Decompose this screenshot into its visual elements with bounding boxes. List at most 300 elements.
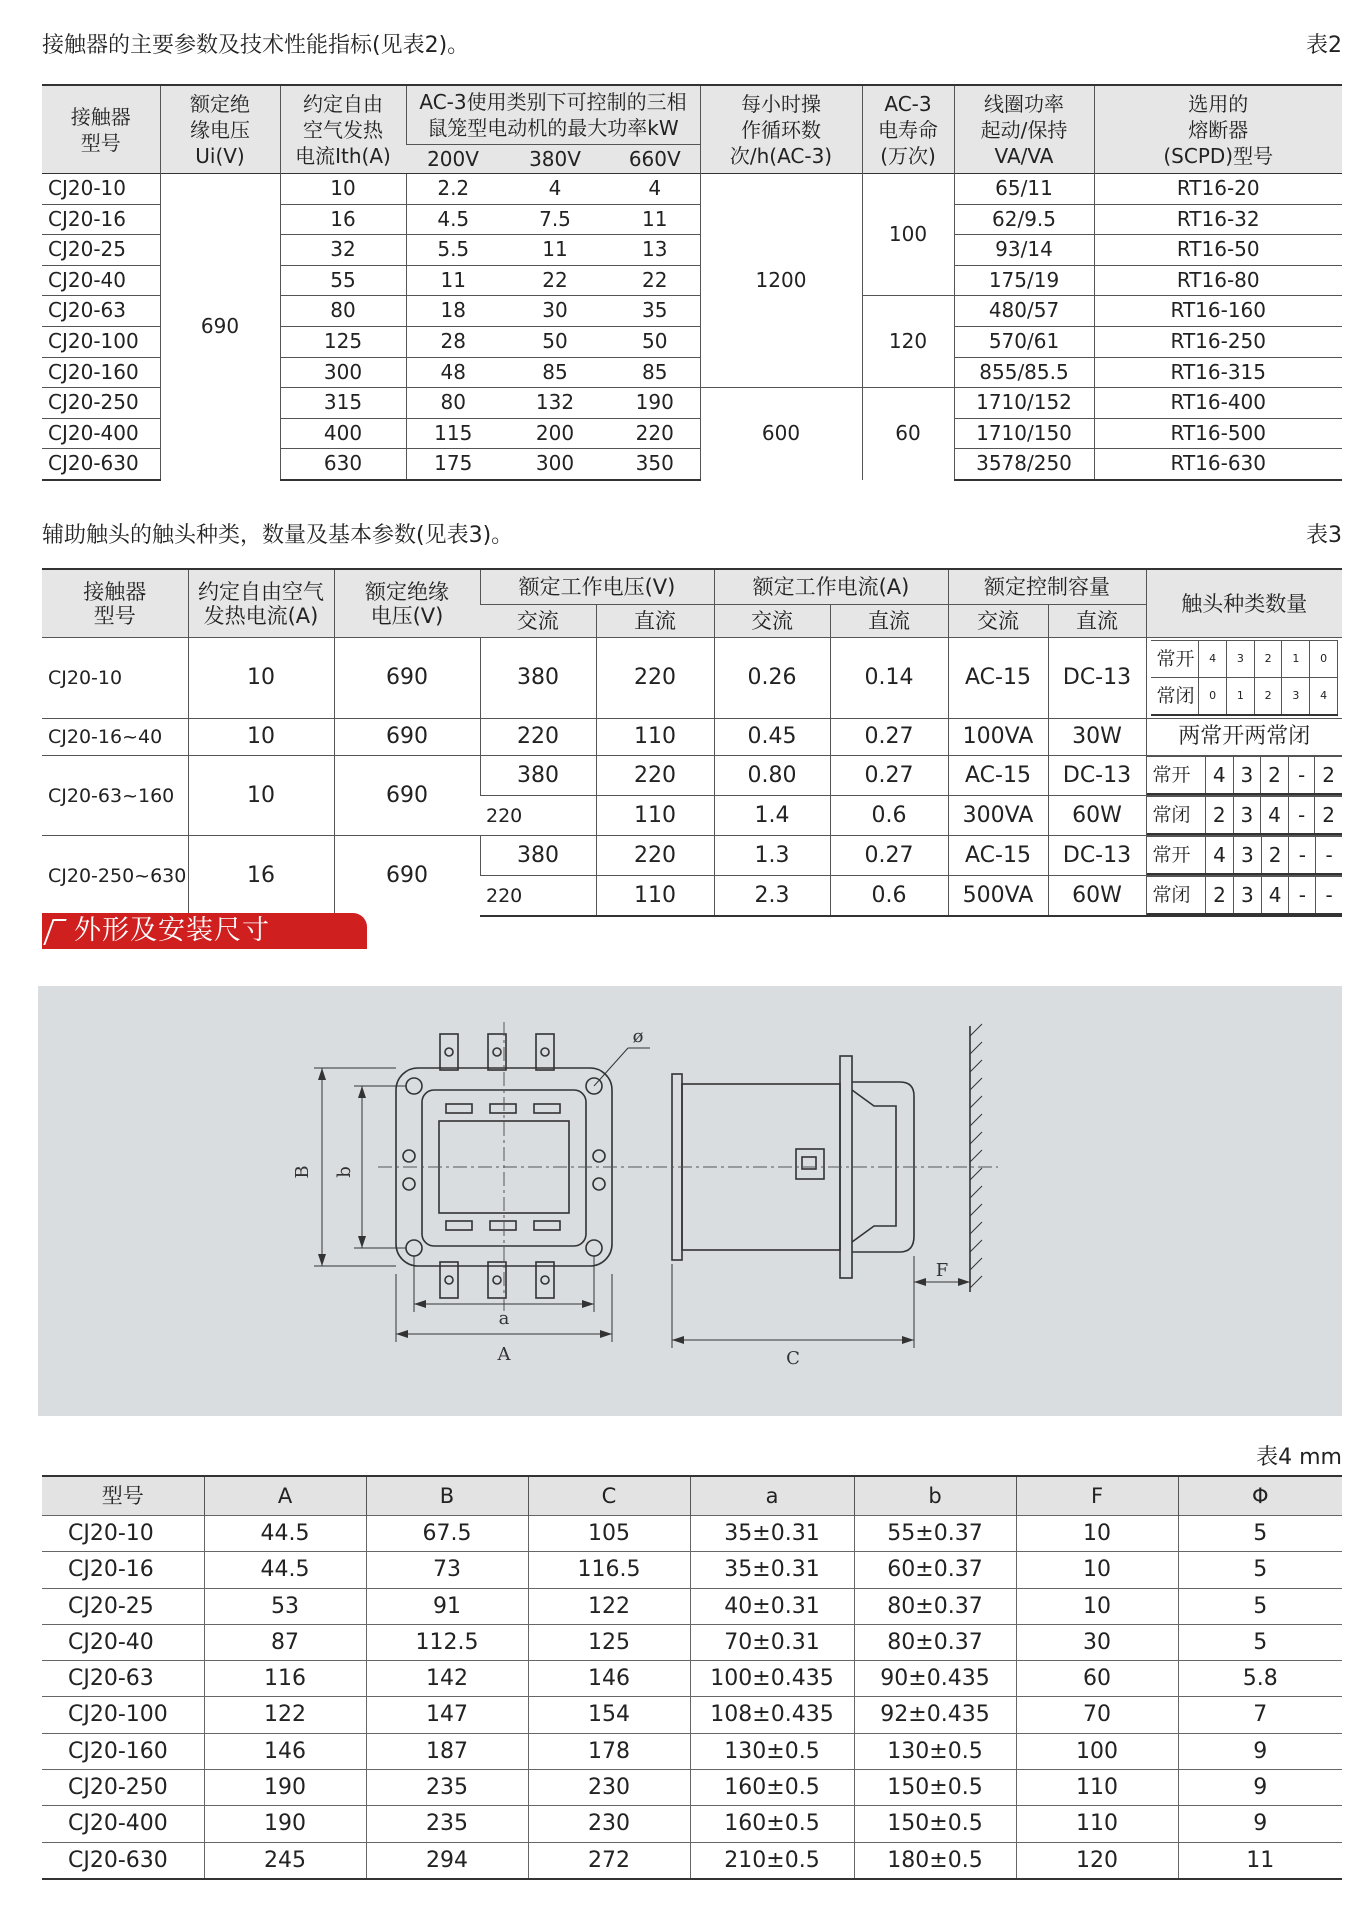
table-cell: CJ20-400 — [42, 418, 160, 449]
t2-ui-value: 690 — [160, 174, 280, 480]
side-coil-tab — [796, 1149, 824, 1179]
table-cell: RT16-50 — [1094, 235, 1342, 266]
table-cell: 220 — [596, 638, 714, 719]
t2-header-200v: 200V — [406, 145, 500, 174]
table-cell: 4 — [1199, 641, 1227, 678]
contact-counts — [1146, 876, 1342, 917]
t3-header-voltage: 额定工作电压(V) — [480, 569, 714, 605]
section-header — [42, 913, 367, 949]
t3-header-i-dc: 直流 — [830, 605, 948, 638]
table-cell: 110 — [596, 719, 714, 756]
table-cell: 1710/150 — [954, 418, 1094, 449]
table-cell: 62/9.5 — [954, 204, 1094, 235]
table-cell: 200 — [500, 418, 610, 449]
t3-header-v-ac: 交流 — [480, 605, 596, 638]
contact-counts — [1146, 836, 1342, 876]
table-cell: 690 — [334, 756, 480, 836]
table-cell: 30 — [500, 296, 610, 327]
t2-header-660v: 660V — [610, 145, 700, 174]
table-cell: 13 — [610, 235, 700, 266]
table-cell: CJ20-16 — [42, 1552, 204, 1588]
table-cell: 40±0.31 — [690, 1588, 854, 1624]
table-cell: 16 — [280, 204, 406, 235]
table-cell: 120 — [1016, 1842, 1178, 1879]
table-cell: 2 — [1315, 797, 1342, 835]
table-cell: 常开 — [1147, 757, 1206, 795]
table-cell: 55±0.37 — [854, 1516, 1016, 1552]
table-cell: 150±0.5 — [854, 1806, 1016, 1842]
table-cell: 85 — [500, 357, 610, 388]
table-cell: 0.26 — [714, 638, 830, 719]
table-cell: 48 — [406, 357, 500, 388]
t2-header-power: AC-3使用类别下可控制的三相 鼠笼型电动机的最大功率kW — [406, 85, 700, 145]
dim-label-phi: ø — [632, 1026, 644, 1047]
section-title: 外形及安装尺寸 — [74, 915, 270, 946]
table-cell: RT16-160 — [1094, 296, 1342, 327]
table-cell: 142 — [366, 1661, 528, 1697]
table-cell: - — [1289, 837, 1316, 875]
t2-header-model: 接触器 型号 — [42, 85, 160, 174]
table-cell: 570/61 — [954, 326, 1094, 357]
table-cell: 230 — [528, 1770, 690, 1806]
table-cell: 9 — [1178, 1733, 1342, 1769]
table-cell: 3 — [1282, 678, 1310, 716]
table-cell: 92±0.435 — [854, 1697, 1016, 1733]
table-cell: 272 — [528, 1842, 690, 1879]
table-cell: 220 — [610, 418, 700, 449]
table-cell: 112.5 — [366, 1624, 528, 1660]
table-cell: 3 — [1233, 797, 1261, 835]
table-cell: 常闭 — [1147, 797, 1206, 835]
table-row — [42, 1842, 1342, 1879]
table-cell: 70±0.31 — [690, 1624, 854, 1660]
table-cell: 125 — [280, 326, 406, 357]
table-row — [42, 1661, 1342, 1697]
table-row — [42, 719, 1342, 756]
table-cell: 175/19 — [954, 265, 1094, 296]
t3-header-ui: 额定绝缘 电压(V) — [334, 569, 480, 638]
table-row — [42, 638, 1342, 719]
dim-label-F: F — [935, 1260, 949, 1281]
table-cell: 0.45 — [714, 719, 830, 756]
table-row — [42, 1516, 1342, 1552]
table-cell: 50 — [610, 326, 700, 357]
t3-header-capacity: 额定控制容量 — [948, 569, 1146, 605]
table-cell: 4 — [1205, 757, 1233, 795]
table-cell: 80 — [406, 388, 500, 419]
table-cell: 常闭 — [1151, 678, 1199, 716]
table-cell: 10 — [280, 174, 406, 205]
table-cell: 0.14 — [830, 638, 948, 719]
table-cell: AC-15 — [948, 756, 1048, 796]
table-cell: 190 — [204, 1770, 366, 1806]
table-cell: 0.6 — [830, 876, 948, 917]
table-cell: 90±0.435 — [854, 1661, 1016, 1697]
table-cell: 690 — [334, 836, 480, 917]
table-cell: 122 — [204, 1697, 366, 1733]
table-row — [42, 1697, 1342, 1733]
table-cell: 60 — [1016, 1661, 1178, 1697]
table-cell: RT16-32 — [1094, 204, 1342, 235]
table-cell: 91 — [366, 1588, 528, 1624]
table-cell: 35 — [610, 296, 700, 327]
t3-header-i-ac: 交流 — [714, 605, 830, 638]
table-cell: AC-15 — [948, 836, 1048, 876]
table-cell: 500VA — [948, 876, 1048, 917]
table-cell: - — [1316, 877, 1342, 915]
t2-header-380v: 380V — [500, 145, 610, 174]
table-cell: 10 — [188, 756, 334, 836]
table-cell: 380 — [480, 836, 596, 876]
table-cell: 220 — [596, 756, 714, 796]
terminal-bottom-1 — [440, 1262, 458, 1298]
table3-caption: 辅助触头的触头种类，数量及基本参数(见表3)。 — [42, 523, 514, 548]
table-cell: 53 — [204, 1588, 366, 1624]
table-cell: 55 — [280, 265, 406, 296]
terminal-top-3 — [536, 1034, 554, 1070]
table-cell: 5 — [1178, 1588, 1342, 1624]
table-cell: 187 — [366, 1733, 528, 1769]
table-cell: 110 — [596, 876, 714, 917]
dimension-drawing — [38, 986, 1342, 1416]
table-cell: 0 — [1310, 641, 1338, 678]
table-cell: CJ20-10 — [42, 638, 188, 719]
table-cell: 5.5 — [406, 235, 500, 266]
table-cell: CJ20-250 — [42, 388, 160, 419]
table-cell: 0.27 — [830, 719, 948, 756]
t2-header-fuse: 选用的 熔断器 (SCPD)型号 — [1094, 85, 1342, 174]
table3 — [42, 568, 1342, 917]
table-cell: 4 — [610, 174, 700, 205]
contact-mini-table — [1146, 638, 1342, 719]
mount-hole-bl — [406, 1240, 422, 1256]
t2-life-100: 100 — [862, 174, 954, 296]
table-cell: 7.5 — [500, 204, 610, 235]
table-cell: 35±0.31 — [690, 1516, 854, 1552]
table-cell: 0.6 — [830, 796, 948, 836]
table-cell: DC-13 — [1048, 836, 1146, 876]
table-cell: 220 — [480, 719, 596, 756]
table-cell: 115 — [406, 418, 500, 449]
table-cell: 11 — [1178, 1842, 1342, 1879]
contactor-outline-svg — [38, 986, 1342, 1416]
table-cell: 32 — [280, 235, 406, 266]
table-cell: 16 — [188, 836, 334, 917]
table-cell: 10 — [1016, 1516, 1178, 1552]
table-cell: 380 — [480, 756, 596, 796]
t4-header-C: C — [528, 1476, 690, 1516]
table-row — [42, 174, 1342, 205]
table-cell: 常开 — [1151, 641, 1199, 678]
table-cell: CJ20-100 — [42, 326, 160, 357]
table-cell: 0.80 — [714, 756, 830, 796]
table-cell: RT16-400 — [1094, 388, 1342, 419]
table-cell: 常开 — [1147, 837, 1206, 875]
t2-life-60: 60 — [862, 388, 954, 480]
terminal-top-2 — [488, 1034, 506, 1070]
dim-label-b: b — [334, 1166, 355, 1178]
t2-header-coil: 线圈功率 起动/保持 VA/VA — [954, 85, 1094, 174]
table-row — [42, 1770, 1342, 1806]
table-cell: 220 — [596, 836, 714, 876]
t2-life-120: 120 — [862, 296, 954, 388]
table-row — [42, 1806, 1342, 1842]
table-cell: 146 — [528, 1661, 690, 1697]
t2-cycles-1200: 1200 — [700, 174, 862, 388]
table-cell: 4 — [1310, 678, 1338, 716]
table-cell: RT16-500 — [1094, 418, 1342, 449]
table-cell: 175 — [406, 449, 500, 480]
table-cell: 2 — [1254, 641, 1282, 678]
table2-label: 表2 — [1306, 33, 1342, 58]
table-cell: CJ20-10 — [42, 174, 160, 205]
table-cell: 315 — [280, 388, 406, 419]
table-cell: 85 — [610, 357, 700, 388]
table-cell: CJ20-10 — [42, 1516, 204, 1552]
table-cell: 2 — [1254, 678, 1282, 716]
dim-label-A: A — [497, 1344, 511, 1365]
table-row — [42, 1624, 1342, 1660]
table-cell: 5.8 — [1178, 1661, 1342, 1697]
table-cell: 100VA — [948, 719, 1048, 756]
table-cell: 1 — [1226, 678, 1254, 716]
table-cell: CJ20-630 — [42, 449, 160, 480]
table-cell: CJ20-400 — [42, 1806, 204, 1842]
t4-header-phi: Φ — [1178, 1476, 1342, 1516]
table-cell: 190 — [204, 1806, 366, 1842]
table-cell: 87 — [204, 1624, 366, 1660]
table-cell: 108±0.435 — [690, 1697, 854, 1733]
table-cell: 235 — [366, 1806, 528, 1842]
dim-label-C: C — [786, 1348, 800, 1369]
table-cell: CJ20-160 — [42, 357, 160, 388]
table-cell: 300 — [500, 449, 610, 480]
table-cell: 4 — [1261, 797, 1289, 835]
table-cell: 60±0.37 — [854, 1552, 1016, 1588]
table-cell: 7 — [1178, 1697, 1342, 1733]
table-cell: 3 — [1226, 641, 1254, 678]
table-cell: 110 — [596, 796, 714, 836]
table-cell: 35±0.31 — [690, 1552, 854, 1588]
mount-hole-tl — [406, 1078, 422, 1094]
table-cell: 690 — [334, 719, 480, 756]
terminal-bottom-2 — [488, 1262, 506, 1298]
table-cell: 100±0.435 — [690, 1661, 854, 1697]
table-cell: CJ20-63 — [42, 1661, 204, 1697]
table-cell: 178 — [528, 1733, 690, 1769]
table-cell: 0 — [1199, 678, 1227, 716]
t4-header-B: B — [366, 1476, 528, 1516]
table-cell: 0.27 — [830, 756, 948, 796]
table-row — [42, 1588, 1342, 1624]
table-cell: 44.5 — [204, 1516, 366, 1552]
table-cell: 3 — [1233, 757, 1261, 795]
table-cell: 100 — [1016, 1733, 1178, 1769]
table2-caption: 接触器的主要参数及技术性能指标(见表2)。 — [42, 33, 470, 58]
table-row — [42, 836, 1342, 876]
table-cell: CJ20-16 — [42, 204, 160, 235]
table-cell: CJ20-40 — [42, 1624, 204, 1660]
table-cell: CJ20-250 — [42, 1770, 204, 1806]
table-cell: 3 — [1233, 877, 1261, 915]
t2-header-life: AC-3 电寿命 (万次) — [862, 85, 954, 174]
table-cell: AC-15 — [948, 638, 1048, 719]
table-cell: 160±0.5 — [690, 1806, 854, 1842]
table-cell: 122 — [528, 1588, 690, 1624]
table3-label: 表3 — [1306, 523, 1342, 548]
dim-label-B: B — [292, 1165, 313, 1179]
table-cell: 2 — [1261, 837, 1289, 875]
table-cell: 105 — [528, 1516, 690, 1552]
dimension-arrows — [318, 1068, 970, 1344]
table-cell: CJ20-63~160 — [42, 756, 188, 836]
wall-hatch — [970, 1024, 982, 1288]
t2-header-ui: 额定绝 缘电压 Ui(V) — [160, 85, 280, 174]
table-cell: 150±0.5 — [854, 1770, 1016, 1806]
table-cell: 80±0.37 — [854, 1588, 1016, 1624]
table-cell: CJ20-25 — [42, 1588, 204, 1624]
contact-counts — [1146, 756, 1342, 796]
table-cell: 220 — [480, 876, 596, 917]
t3-header-contacts: 触头种类数量 — [1146, 569, 1342, 638]
terminal-top-1 — [440, 1034, 458, 1070]
table-cell: 2 — [1206, 877, 1234, 915]
table-cell: 60W — [1048, 876, 1146, 917]
table-cell: 30 — [1016, 1624, 1178, 1660]
table-cell: 1710/152 — [954, 388, 1094, 419]
t2-header-cycles: 每小时操 作循环数 次/h(AC-3) — [700, 85, 862, 174]
table-cell: 22 — [500, 265, 610, 296]
table-cell: 210±0.5 — [690, 1842, 854, 1879]
table-cell: 4.5 — [406, 204, 500, 235]
table-cell: 2 — [1261, 757, 1289, 795]
table-cell: - — [1288, 757, 1315, 795]
table-cell: 230 — [528, 1806, 690, 1842]
table-cell: 常闭 — [1147, 877, 1206, 915]
t4-header-F: F — [1016, 1476, 1178, 1516]
center-lines — [378, 1022, 998, 1316]
table-cell: CJ20-160 — [42, 1733, 204, 1769]
table-cell: 4 — [1206, 837, 1234, 875]
table-cell: 5 — [1178, 1624, 1342, 1660]
table-cell: 10 — [188, 719, 334, 756]
table-cell: 110 — [1016, 1770, 1178, 1806]
table-cell: 28 — [406, 326, 500, 357]
table-cell: 93/14 — [954, 235, 1094, 266]
dimension-lines — [314, 1048, 970, 1348]
table-cell: 22 — [610, 265, 700, 296]
table-cell: 855/85.5 — [954, 357, 1094, 388]
table-cell: RT16-80 — [1094, 265, 1342, 296]
table-cell: 44.5 — [204, 1552, 366, 1588]
table-cell: 130±0.5 — [690, 1733, 854, 1769]
t3-header-v-dc: 直流 — [596, 605, 714, 638]
table-cell: CJ20-100 — [42, 1697, 204, 1733]
table-cell: CJ20-63 — [42, 296, 160, 327]
table-cell: 4 — [1261, 877, 1289, 915]
table-cell: 18 — [406, 296, 500, 327]
table-cell: RT16-630 — [1094, 449, 1342, 480]
table4 — [42, 1475, 1342, 1880]
t4-header-b: b — [854, 1476, 1016, 1516]
table-cell: 9 — [1178, 1770, 1342, 1806]
table-cell: 220 — [480, 796, 596, 836]
t3-header-current: 额定工作电流(A) — [714, 569, 948, 605]
table-cell: 80±0.37 — [854, 1624, 1016, 1660]
table-cell: 132 — [500, 388, 610, 419]
t3-header-c-ac: 交流 — [948, 605, 1048, 638]
table-cell: 690 — [334, 638, 480, 719]
table-cell: 630 — [280, 449, 406, 480]
t4-header-A: A — [204, 1476, 366, 1516]
t3-header-model: 接触器 型号 — [42, 569, 188, 638]
table-cell: 147 — [366, 1697, 528, 1733]
table-cell: 5 — [1178, 1552, 1342, 1588]
two-pairs-text: 两常开两常闭 — [1146, 719, 1342, 756]
table-cell: - — [1289, 877, 1316, 915]
table-cell: 1.4 — [714, 796, 830, 836]
table-row — [42, 756, 1342, 796]
table-cell: 350 — [610, 449, 700, 480]
table-cell: 400 — [280, 418, 406, 449]
table-cell: 2 — [1205, 797, 1233, 835]
table-cell: RT16-20 — [1094, 174, 1342, 205]
table-cell: 245 — [204, 1842, 366, 1879]
table-cell: 146 — [204, 1733, 366, 1769]
dim-label-a: a — [498, 1308, 510, 1329]
table-cell: 160±0.5 — [690, 1770, 854, 1806]
table-cell: 190 — [610, 388, 700, 419]
table-cell: 125 — [528, 1624, 690, 1660]
terminal-bottom-3 — [536, 1262, 554, 1298]
table-cell: 10 — [1016, 1588, 1178, 1624]
table-cell: 11 — [500, 235, 610, 266]
table-cell: 5 — [1178, 1516, 1342, 1552]
table-cell: 110 — [1016, 1806, 1178, 1842]
table-cell: 2.3 — [714, 876, 830, 917]
t2-header-ith: 约定自由 空气发热 电流Ith(A) — [280, 85, 406, 174]
t4-header-model: 型号 — [42, 1476, 204, 1516]
table-cell: 73 — [366, 1552, 528, 1588]
table-cell: CJ20-630 — [42, 1842, 204, 1879]
table-cell: 30W — [1048, 719, 1146, 756]
table-row — [42, 1552, 1342, 1588]
table-cell: 180±0.5 — [854, 1842, 1016, 1879]
table-cell: - — [1288, 797, 1315, 835]
t2-cycles-600: 600 — [700, 388, 862, 480]
table-cell: RT16-250 — [1094, 326, 1342, 357]
table-cell: 4 — [500, 174, 610, 205]
table-cell: CJ20-16~40 — [42, 719, 188, 756]
table-cell: 2 — [1315, 757, 1342, 795]
table-cell: CJ20-250~630 — [42, 836, 188, 917]
table-cell: 2.2 — [406, 174, 500, 205]
table-cell: RT16-315 — [1094, 357, 1342, 388]
t3-header-c-dc: 直流 — [1048, 605, 1146, 638]
table-cell: 60W — [1048, 796, 1146, 836]
table-cell: CJ20-25 — [42, 235, 160, 266]
table-cell: 65/11 — [954, 174, 1094, 205]
table-cell: 10 — [1016, 1552, 1178, 1588]
table-cell: 130±0.5 — [854, 1733, 1016, 1769]
table-cell: 235 — [366, 1770, 528, 1806]
table-cell: 67.5 — [366, 1516, 528, 1552]
mount-hole-br — [586, 1240, 602, 1256]
table-cell: 300VA — [948, 796, 1048, 836]
table-cell: 10 — [188, 638, 334, 719]
table-cell: 80 — [280, 296, 406, 327]
table-cell: 300 — [280, 357, 406, 388]
